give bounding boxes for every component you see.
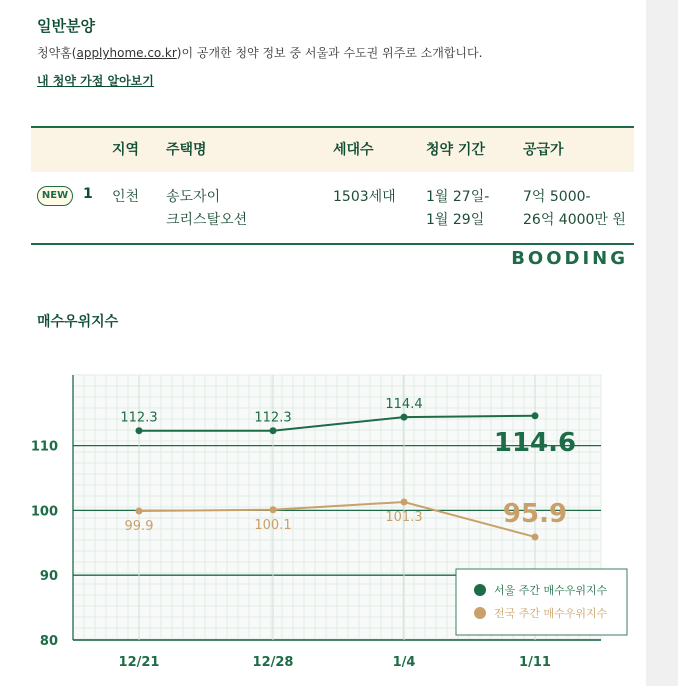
y-tick-label: 110 — [30, 439, 58, 455]
header-price: 공급가 — [523, 142, 564, 158]
row-name-line2[interactable]: 크리스탈오션 — [166, 212, 248, 228]
seoul-point — [532, 412, 539, 419]
seoul-data-label: 112.3 — [120, 410, 158, 426]
table-bottom-border — [31, 243, 634, 245]
seoul-data-label: 114.4 — [385, 397, 423, 413]
header-region: 지역 — [112, 142, 140, 158]
row-rank: 1 — [83, 186, 93, 202]
national-point — [532, 533, 539, 540]
desc-prefix: 청약홈( — [37, 46, 77, 60]
x-tick-label: 12/21 — [118, 655, 160, 670]
section-title: 일반분양 — [37, 17, 95, 35]
national-data-label: 101.3 — [385, 509, 423, 525]
row-period-line1: 1월 27일- — [426, 189, 490, 205]
legend-label: 서울 주간 매수우위지수 — [494, 584, 608, 597]
seoul-data-label: 112.3 — [254, 410, 292, 426]
row-price-line2: 26억 4000만 원 — [523, 212, 626, 228]
legend-marker — [474, 607, 486, 619]
applyhome-link[interactable]: applyhome.co.kr — [76, 46, 177, 60]
chart-legend — [456, 569, 627, 635]
header-period: 청약 기간 — [426, 142, 485, 158]
brand-logo: BOODING — [511, 248, 628, 269]
index-chart — [0, 360, 646, 686]
national-data-label: 100.1 — [254, 517, 292, 533]
row-units: 1503세대 — [333, 189, 396, 205]
national-point — [401, 498, 408, 505]
seoul-point — [270, 427, 277, 434]
chart-title: 매수우위지수 — [37, 314, 119, 330]
row-name-line1[interactable]: 송도자이 — [166, 189, 221, 205]
legend-marker — [474, 584, 486, 596]
x-tick-label: 12/28 — [252, 655, 294, 670]
header-name: 주택명 — [166, 142, 207, 158]
seoul-latest-value: 114.6 — [493, 427, 577, 458]
seoul-point — [401, 414, 408, 421]
legend-label: 전국 주간 매수우위지수 — [494, 607, 608, 620]
new-badge: NEW — [37, 186, 73, 206]
national-point — [270, 506, 277, 513]
header-units: 세대수 — [333, 142, 374, 158]
my-score-link[interactable]: 내 청약 가점 알아보기 — [37, 74, 154, 88]
y-tick-label: 90 — [39, 569, 58, 585]
row-price-line1: 7억 5000- — [523, 189, 591, 205]
y-tick-label: 100 — [30, 504, 58, 520]
x-tick-label: 1/4 — [392, 655, 416, 670]
row-period-line2: 1월 29일 — [426, 212, 485, 228]
section-description — [37, 44, 482, 61]
x-tick-label: 1/11 — [519, 655, 551, 670]
national-data-label: 99.9 — [124, 519, 154, 535]
national-point — [136, 508, 143, 515]
legend-box — [456, 569, 627, 635]
seoul-point — [136, 427, 143, 434]
row-region: 인천 — [112, 189, 140, 205]
national-latest-value: 95.9 — [502, 498, 568, 529]
y-tick-label: 80 — [39, 634, 58, 649]
desc-suffix: )이 공개한 청약 정보 중 서울과 수도권 위주로 소개합니다. — [176, 46, 483, 60]
